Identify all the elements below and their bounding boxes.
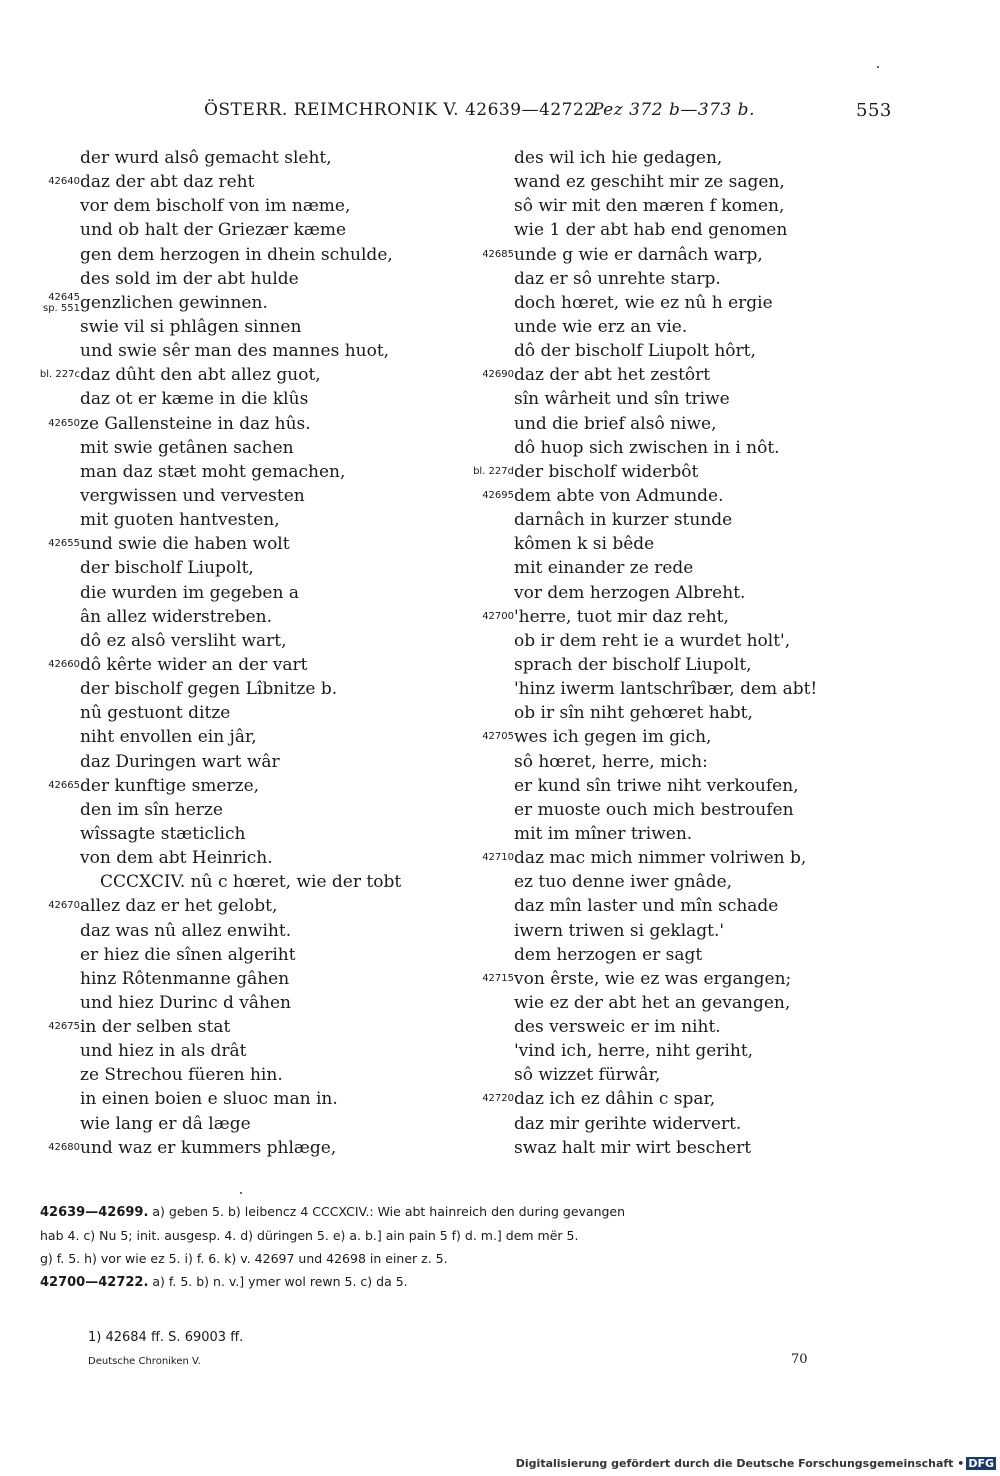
verse-line — [0, 412, 470, 436]
verse-text: der bischolf Liupolt, — [80, 558, 254, 579]
line-number: 42675 — [48, 1021, 80, 1033]
critical-apparatus — [40, 1200, 895, 1294]
verse-text: sîn wârheit und sîn triwe — [514, 389, 730, 410]
verse-text: er hiez die sînen algeriht — [80, 944, 296, 965]
verse-text: daz er sô unrehte starp. — [514, 268, 721, 289]
verse-line — [0, 774, 470, 798]
verse-text: CCCXCIV. nû c hœret, wie der tobt — [100, 872, 402, 893]
verse-line — [0, 870, 470, 894]
footnote: 1) 42684 ff. S. 69003 ff. — [88, 1330, 244, 1345]
line-number: 42710 — [482, 852, 514, 864]
verse-line — [0, 967, 470, 991]
verse-line — [0, 581, 470, 605]
line-number: 42695 — [482, 489, 514, 501]
verse-line — [470, 387, 950, 411]
verse-line — [470, 919, 950, 943]
apparatus-row — [40, 1270, 895, 1294]
signature-number: 70 — [791, 1352, 808, 1367]
verse-line — [470, 1136, 950, 1160]
verse-line — [0, 943, 470, 967]
verse-text: und die brief alsô niwe, — [514, 413, 717, 434]
verse-line — [0, 677, 470, 701]
verse-line — [470, 774, 950, 798]
pez-reference: Pez 372 b—373 b. — [592, 100, 755, 120]
verse-line — [470, 436, 950, 460]
line-number: 42665 — [48, 779, 80, 791]
verse-text: des wil ich hie gedagen, — [514, 148, 723, 168]
verse-text: 'hinz iwerm lantschrîbær, dem abt! — [514, 679, 818, 700]
verse-text: mit guoten hantvesten, — [80, 510, 280, 531]
verse-line — [470, 991, 950, 1015]
verse-text: swaz halt mir wirt beschert — [514, 1137, 752, 1158]
verse-text: gen dem herzogen in dhein schulde, — [80, 244, 393, 265]
line-number: 42640 — [48, 176, 80, 188]
verse-text: wîssagte stæticlich — [80, 823, 246, 844]
verse-line — [0, 460, 470, 484]
verse-text: ze Gallensteine in daz hûs. — [80, 413, 311, 434]
verse-line — [470, 629, 950, 653]
dfg-footer — [516, 1457, 996, 1470]
line-number: 42660 — [48, 658, 80, 670]
verse-text: der bischolf widerbôt — [514, 461, 699, 482]
verse-text: und hiez Durinc d vâhen — [80, 992, 291, 1013]
verse-line — [470, 725, 950, 749]
verse-text: sô wir mit den mæren f komen, — [514, 196, 785, 217]
line-number: 42655 — [48, 538, 80, 550]
verse-text: und hiez in als drât — [80, 1041, 247, 1062]
verse-text: und swie die haben wolt — [80, 534, 290, 555]
verse-line — [0, 556, 470, 580]
verse-text: daz dûht den abt allez guot, — [80, 365, 321, 386]
verse-text: und waz er kummers phlæge, — [80, 1137, 337, 1158]
verse-text: mit einander ze rede — [514, 558, 694, 579]
verse-line — [0, 846, 470, 870]
verse-line — [0, 243, 470, 267]
verse-text: 'vind ich, herre, niht geriht, — [514, 1041, 754, 1062]
left-verse-column — [0, 146, 470, 1160]
verse-text: in der selben stat — [80, 1017, 231, 1038]
verse-line — [0, 653, 470, 677]
verse-line — [0, 919, 470, 943]
verse-line — [0, 725, 470, 749]
verse-text: darnâch in kurzer stunde — [514, 510, 733, 531]
footer-text: Digitalisierung gefördert durch die Deutsche Forschungsgemeinschaft • — [515, 1457, 965, 1470]
verse-line — [470, 556, 950, 580]
verse-text: der kunftige smerze, — [80, 775, 260, 796]
line-number: 42715 — [482, 972, 514, 984]
verse-line — [470, 1015, 950, 1039]
verse-text: in einen boien e sluoc man in. — [80, 1089, 338, 1110]
verse-text: vor dem herzogen Albreht. — [514, 582, 746, 603]
verse-line — [0, 484, 470, 508]
verse-line — [470, 677, 950, 701]
page-header — [0, 100, 1000, 126]
dfg-logo: DFG — [968, 1457, 994, 1470]
verse-line — [470, 339, 950, 363]
line-number: 42705 — [482, 731, 514, 743]
line-number: 42685 — [482, 248, 514, 260]
verse-line — [0, 750, 470, 774]
verse-line — [470, 532, 950, 556]
verse-text: dô ez alsô versliht wart, — [80, 630, 287, 651]
verse-line — [470, 701, 950, 725]
verse-text: vergwissen und vervesten — [80, 485, 305, 506]
verse-text: daz ich ez dâhin c spar, — [514, 1089, 716, 1110]
verse-text: swie vil si phlâgen sinnen — [80, 316, 302, 337]
verse-line — [470, 194, 950, 218]
verse-text: vor dem bischolf von im næme, — [80, 196, 351, 217]
apparatus-range: 42639—42699. — [40, 1205, 149, 1220]
verse-text: er muoste ouch mich bestroufen — [514, 799, 794, 820]
verse-text: die wurden im gegeben a — [80, 582, 299, 603]
verse-text: dem abte von Admunde. — [514, 485, 724, 506]
verse-line — [0, 701, 470, 725]
verse-text: daz mac mich nimmer volriwen b, — [514, 848, 807, 869]
apparatus-range: 42700—42722. — [40, 1275, 149, 1290]
verse-line — [470, 750, 950, 774]
verse-line — [0, 605, 470, 629]
right-verse-column — [470, 146, 950, 1160]
verse-text: dô huop sich zwischen in i nôt. — [514, 437, 780, 458]
verse-text: er kund sîn triwe niht verkoufen, — [514, 775, 799, 796]
apparatus-text: a) f. 5. b) n. v.] ymer wol rewn 5. c) da 5. — [152, 1274, 408, 1289]
verse-line — [470, 894, 950, 918]
verse-line — [0, 387, 470, 411]
verse-line — [0, 315, 470, 339]
verse-line — [470, 484, 950, 508]
apparatus-text: g) f. 5. h) vor wie ez 5. i) f. 6. k) v. 42697 und 42698 in einer z. 5. — [40, 1251, 448, 1266]
page-number: 553 — [856, 100, 892, 121]
verse-text: daz der abt het zestôrt — [514, 365, 711, 386]
verse-line — [0, 1136, 470, 1160]
verse-line — [470, 581, 950, 605]
verse-text: den im sîn herze — [80, 799, 223, 820]
verse-text: der bischolf gegen Lîbnitze b. — [80, 679, 338, 700]
verse-line — [470, 146, 950, 170]
verse-line — [470, 822, 950, 846]
verse-text: daz ot er kæme in die klûs — [80, 389, 309, 410]
verse-text: ân allez widerstreben. — [80, 606, 273, 627]
verse-line — [470, 653, 950, 677]
verse-line — [0, 436, 470, 460]
verse-text: und swie sêr man des mannes huot, — [80, 341, 390, 362]
verse-line — [470, 1039, 950, 1063]
verse-text: wand ez geschiht mir ze sagen, — [514, 172, 785, 193]
line-number: 42680 — [48, 1141, 80, 1153]
verse-text: und ob halt der Griezær kæme — [80, 220, 347, 241]
verse-text: der wurd alsô gemacht sleht, — [80, 148, 332, 168]
verse-text: mit im mîner triwen. — [514, 823, 693, 844]
verse-text: wes ich gegen im gich, — [514, 727, 712, 748]
verse-text: sô hœret, herre, mich: — [514, 751, 708, 772]
verse-text: ze Strechou füeren hin. — [80, 1065, 283, 1086]
line-number: 42670 — [48, 900, 80, 912]
line-number: 42650 — [48, 417, 80, 429]
verse-line — [0, 1015, 470, 1039]
verse-text: dem herzogen er sagt — [514, 944, 703, 965]
verse-text: wie lang er dâ læge — [80, 1113, 251, 1134]
verse-text: hinz Rôtenmanne gâhen — [80, 968, 290, 989]
verse-line — [0, 146, 470, 170]
verse-text: niht envollen ein jâr, — [80, 727, 257, 748]
verse-text: sprach der bischolf Liupolt, — [514, 654, 752, 675]
verse-line — [0, 218, 470, 242]
verse-line — [470, 218, 950, 242]
verse-line — [0, 339, 470, 363]
verse-line — [470, 1063, 950, 1087]
verse-line — [470, 291, 950, 315]
verse-text: man daz stæt moht gemachen, — [80, 461, 346, 482]
verse-text: daz Duringen wart wâr — [80, 751, 280, 772]
verse-text: genzlichen gewinnen. — [80, 292, 268, 313]
line-number: 42690 — [482, 369, 514, 381]
apparatus-text: a) geben 5. b) leibencz 4 CCCXCIV.: Wie abt hainreich den during gevangen — [152, 1204, 626, 1219]
verse-line — [0, 1112, 470, 1136]
verse-line — [470, 870, 950, 894]
verse-line — [470, 943, 950, 967]
verse-text: doch hœret, wie ez nû h ergie — [514, 292, 773, 313]
verse-text: ob ir dem reht ie a wurdet holt', — [514, 630, 791, 651]
verse-line — [0, 363, 470, 387]
verse-text: unde g wie er darnâch warp, — [514, 244, 763, 265]
verse-line — [470, 412, 950, 436]
verse-line — [0, 532, 470, 556]
verse-text: nû gestuont ditze — [80, 703, 231, 724]
verse-line — [470, 170, 950, 194]
apparatus-row — [40, 1200, 895, 1224]
line-number: 42720 — [482, 1093, 514, 1105]
verse-text: daz mîn laster und mîn schade — [514, 896, 779, 917]
verse-line — [470, 1087, 950, 1111]
line-number: 42645 sp. 551 — [42, 291, 80, 314]
verse-line — [0, 267, 470, 291]
verse-text: daz mir gerihte widervert. — [514, 1113, 742, 1134]
verse-line — [0, 1039, 470, 1063]
verse-text: ob ir sîn niht gehœret habt, — [514, 703, 753, 724]
verse-text: wie ez der abt het an gevangen, — [514, 992, 791, 1013]
verse-text: von êrste, wie ez was ergangen; — [514, 968, 792, 989]
verse-line — [0, 508, 470, 532]
verse-text: dô kêrte wider an der vart — [80, 654, 308, 675]
verse-text: daz was nû allez enwiht. — [80, 920, 292, 941]
verse-line — [470, 267, 950, 291]
verse-text: daz der abt daz reht — [80, 172, 255, 193]
signature-line: Deutsche Chroniken V. — [88, 1356, 201, 1367]
running-title: ÖSTERR. REIMCHRONIK V. 42639—42722. — [204, 100, 602, 120]
verse-line — [0, 798, 470, 822]
apparatus-row — [40, 1247, 895, 1270]
verse-text: des sold im der abt hulde — [80, 268, 299, 289]
verse-line — [470, 315, 950, 339]
verse-line — [470, 243, 950, 267]
verse-line — [0, 1087, 470, 1111]
verse-line — [470, 605, 950, 629]
line-number: 42700 — [482, 610, 514, 622]
verse-line — [0, 629, 470, 653]
verse-text: mit swie getânen sachen — [80, 437, 294, 458]
line-number: bl. 227c — [39, 369, 80, 381]
verse-text: unde wie erz an vie. — [514, 316, 688, 337]
verse-text: allez daz er het gelobt, — [80, 896, 278, 917]
apparatus-text: hab 4. c) Nu 5; init. ausgesp. 4. d) düringen 5. e) a. b.] ain pain 5 f) d. m.] dem mër 5. — [40, 1228, 579, 1243]
verse-text: dô der bischolf Liupolt hôrt, — [514, 341, 756, 362]
verse-line — [0, 170, 470, 194]
apparatus-row — [40, 1224, 895, 1247]
verse-line — [0, 291, 470, 315]
verse-line — [470, 967, 950, 991]
verse-line — [470, 508, 950, 532]
verse-text: kômen k si bêde — [514, 534, 655, 555]
verse-line — [0, 1063, 470, 1087]
verse-line — [470, 460, 950, 484]
verse-line — [470, 846, 950, 870]
verse-text: wie 1 der abt hab end genomen — [514, 220, 788, 241]
verse-line — [470, 363, 950, 387]
verse-text: 'herre, tuot mir daz reht, — [514, 606, 729, 627]
verse-text: sô wizzet fürwâr, — [514, 1065, 661, 1086]
verse-line — [0, 194, 470, 218]
verse-text: ez tuo denne iwer gnâde, — [514, 872, 733, 893]
verse-line — [470, 798, 950, 822]
verse-line — [0, 822, 470, 846]
verse-line — [470, 1112, 950, 1136]
verse-text: iwern triwen si geklagt.' — [514, 920, 725, 941]
verse-text: von dem abt Heinrich. — [80, 848, 273, 869]
verse-line — [0, 991, 470, 1015]
verse-text: des versweic er im niht. — [514, 1017, 721, 1038]
verse-line — [0, 894, 470, 918]
line-number: bl. 227d — [473, 465, 514, 477]
